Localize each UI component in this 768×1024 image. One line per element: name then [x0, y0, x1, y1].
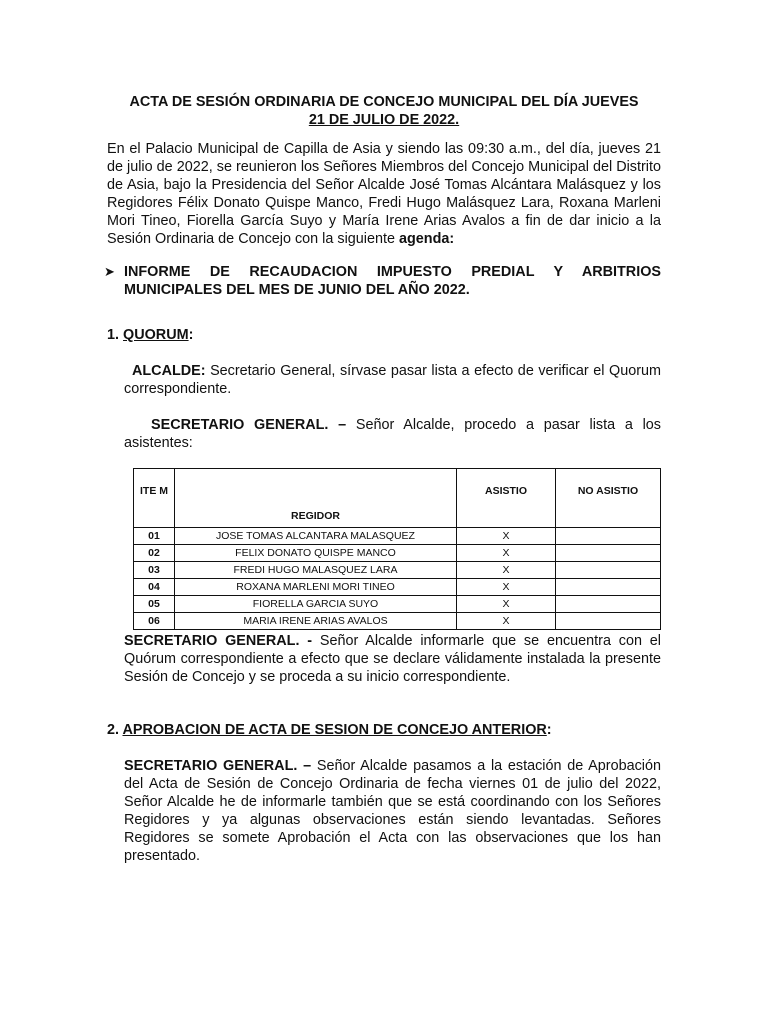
header-regidor: REGIDOR [175, 469, 457, 528]
speaker-label: SECRETARIO GENERAL. – [124, 758, 312, 774]
cell-no-asistio [556, 528, 661, 545]
cell-asistio: X [457, 528, 556, 545]
cell-regidor: FREDI HUGO MALASQUEZ LARA [175, 562, 457, 579]
cell-item: 04 [134, 579, 175, 596]
header-item: ITE M [134, 469, 175, 528]
speech-text: Señor Alcalde, procedo a pasar lista a los asistentes: [124, 417, 661, 451]
section-colon: : [546, 722, 552, 738]
cell-item: 02 [134, 545, 175, 562]
arrow-bullet-icon: ➤ [104, 264, 115, 279]
cell-no-asistio [556, 579, 661, 596]
cell-no-asistio [556, 613, 661, 630]
cell-item: 06 [134, 613, 175, 630]
secretary-paragraph-1 [124, 416, 661, 452]
section-title: APROBACION DE ACTA DE SESION DE CONCEJO ANTERIOR [122, 722, 547, 738]
section-colon: : [188, 327, 194, 343]
table-header-row [134, 469, 661, 528]
section-heading-aprobacion [107, 721, 552, 739]
attendance-table [133, 468, 661, 630]
table-row [134, 596, 661, 613]
cell-regidor: FIORELLA GARCIA SUYO [175, 596, 457, 613]
title-line-2 [100, 111, 668, 129]
header-no-asistio: NO ASISTIO [556, 469, 661, 528]
secretary-paragraph-2 [124, 632, 661, 686]
speaker-label: SECRETARIO GENERAL. - [124, 633, 313, 649]
header-asistio: ASISTIO [457, 469, 556, 528]
table-row [134, 613, 661, 630]
intro-paragraph [107, 140, 661, 248]
table-row [134, 562, 661, 579]
cell-asistio: X [457, 579, 556, 596]
cell-no-asistio [556, 596, 661, 613]
cell-no-asistio [556, 545, 661, 562]
cell-asistio: X [457, 562, 556, 579]
speaker-label: SECRETARIO GENERAL. – [151, 417, 347, 433]
speech-text: Señor Alcalde informarle que se encuentra con el Quórum correspondiente a efecto que se declare válidamente instalada la presente Sesión de Concejo y se proceda a su inicio correspondiente. [124, 633, 661, 685]
cell-asistio: X [457, 545, 556, 562]
intro-text: En el Palacio Municipal de Capilla de Asia y siendo las 09:30 a.m., del día, jueves 21 de julio de 2022, se reunieron los Señores Miembros del Concejo Municipal del Distrito de Asia, bajo la Presidencia del Señor Alcalde José Tomas Alcántara Malásquez y los Regidores Félix Donato Quispe Manco, Fredi Hugo Malásquez Lara, Roxana Marleni Mori Tineo, Fiorella García Suyo y María Irene Arias Avalos a fin de dar inicio a la Sesión Ordinaria de Concejo con la siguiente [107, 141, 661, 247]
cell-no-asistio [556, 562, 661, 579]
speech-text: Señor Alcalde pasamos a la estación de Aprobación del Acta de Sesión de Concejo Ordinaria de fecha viernes 01 de julio del 2022, Señor Alcalde he de informarle también que se está coordinando con los Señores Regidores y ya algunas observaciones están siendo levantadas. Señores Regidores se somete Aprobación el Acta con las observaciones que los han presentado. [124, 758, 661, 864]
document-title [100, 93, 668, 129]
section-title: QUORUM [123, 327, 189, 343]
cell-asistio: X [457, 613, 556, 630]
alcalde-paragraph [124, 362, 661, 398]
cell-asistio: X [457, 596, 556, 613]
cell-item: 03 [134, 562, 175, 579]
cell-item: 05 [134, 596, 175, 613]
section-heading-quorum [107, 326, 193, 344]
table-row [134, 545, 661, 562]
cell-regidor: MARIA IRENE ARIAS AVALOS [175, 613, 457, 630]
speech-text: Secretario General, sírvase pasar lista a efecto de verificar el Quorum correspondiente. [124, 363, 661, 397]
section-number: 1. [107, 327, 120, 343]
speaker-label: ALCALDE: [132, 363, 206, 379]
title-line-1: ACTA DE SESIÓN ORDINARIA DE CONCEJO MUNICIPAL DEL DÍA JUEVES [129, 94, 639, 110]
cell-regidor: JOSE TOMAS ALCANTARA MALASQUEZ [175, 528, 457, 545]
intro-agenda-label: agenda: [399, 231, 455, 247]
table-row [134, 579, 661, 596]
secretary-paragraph-3 [124, 757, 661, 865]
cell-regidor: ROXANA MARLENI MORI TINEO [175, 579, 457, 596]
table-row [134, 528, 661, 545]
agenda-item: INFORME DE RECAUDACION IMPUESTO PREDIAL Y ARBITRIOS MUNICIPALES DEL MES DE JUNIO DEL AÑO 2022. [124, 264, 661, 298]
section-number: 2. [107, 722, 120, 738]
cell-item: 01 [134, 528, 175, 545]
title-date: 21 DE JULIO DE 2022. [308, 112, 460, 128]
cell-regidor: FELIX DONATO QUISPE MANCO [175, 545, 457, 562]
